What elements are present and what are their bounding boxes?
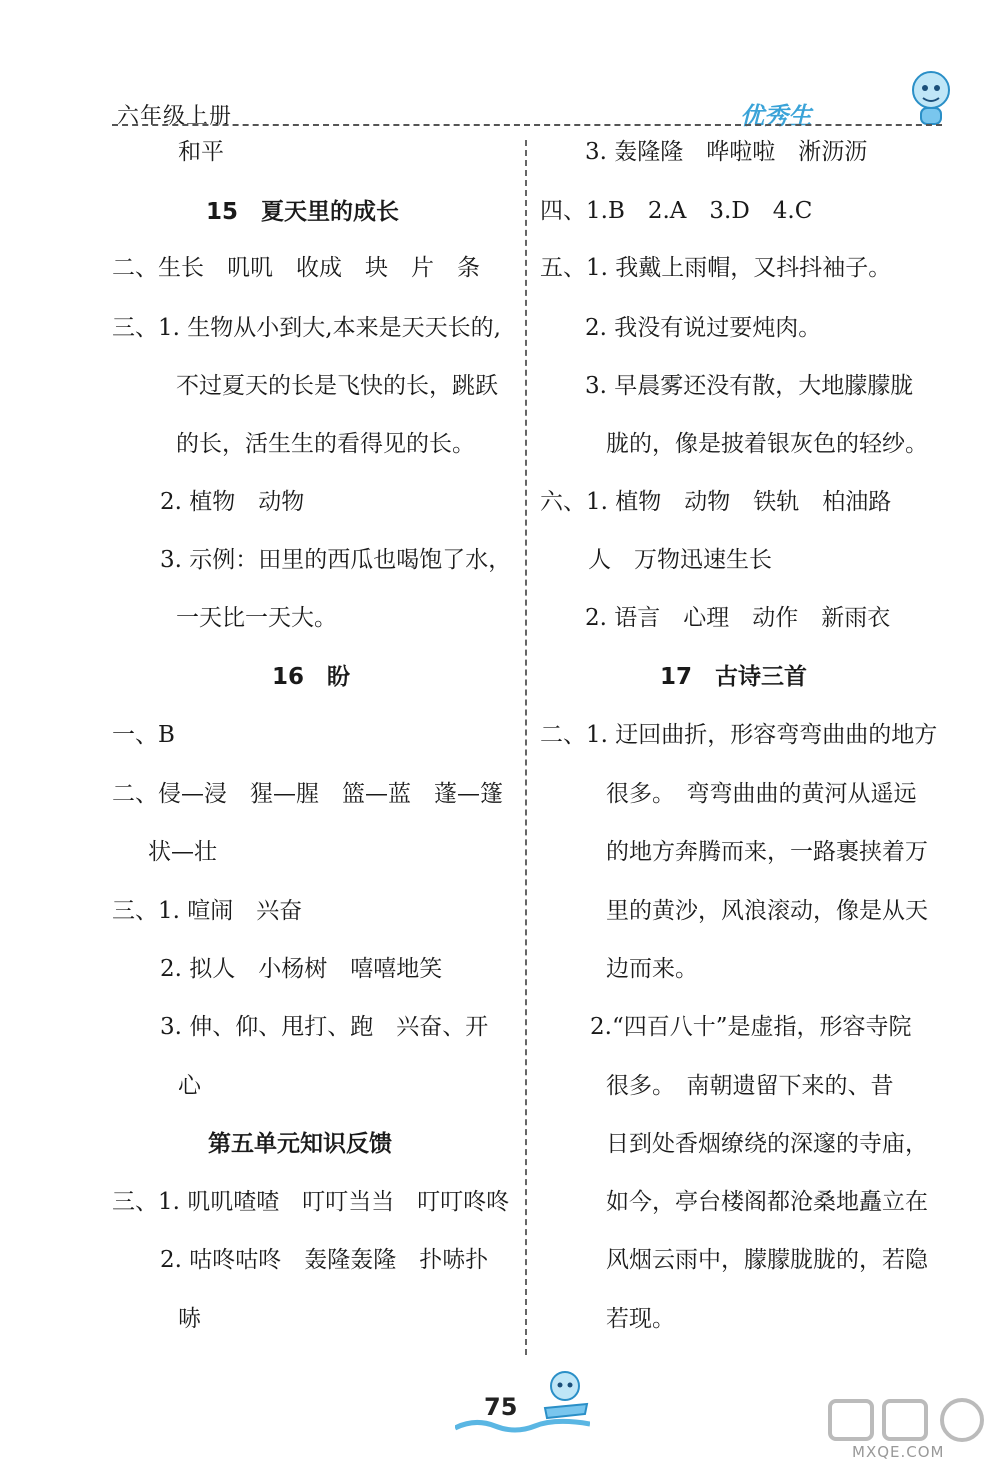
right-text-line: 四、1.B 2.A 3.D 4.C — [540, 198, 813, 224]
mascot-icon — [905, 68, 957, 128]
right-text-line: 边而来。 — [606, 956, 698, 982]
right-text-line: 2. 我没有说过要炖肉。 — [585, 315, 822, 341]
column-divider — [525, 140, 527, 1355]
right-text-line: 胧的，像是披着银灰色的轻纱。 — [606, 431, 928, 457]
left-section-heading: 15 夏天里的成长 — [206, 199, 400, 225]
left-section-heading: 第五单元知识反馈 — [208, 1131, 392, 1157]
left-text-line: 三、1. 喧闹 兴奋 — [112, 898, 303, 924]
right-text-line: 2. 语言 心理 动作 新雨衣 — [585, 605, 891, 631]
left-text-line: 不过夏天的长是飞快的长，跳跃 — [176, 373, 498, 399]
brand-logo: 优秀生 — [740, 102, 812, 130]
left-text-line: 的长，活生生的看得见的长。 — [176, 431, 475, 457]
left-text-line: 3. 示例：田里的西瓜也喝饱了水， — [160, 547, 512, 573]
left-text-line: 三、1. 叽叽喳喳 叮叮当当 叮叮咚咚 — [112, 1189, 510, 1215]
right-text-line: 六、1. 植物 动物 铁轨 柏油路 — [540, 489, 892, 515]
left-text-line: 二、侵—浸 猩—腥 篮—蓝 蓬—篷 — [112, 781, 503, 807]
left-section-heading: 16 盼 — [272, 664, 351, 690]
watermark-text: MXQE.COM — [852, 1443, 945, 1461]
left-text-line: 2. 植物 动物 — [160, 489, 305, 515]
left-text-line: 一、B — [112, 722, 175, 748]
right-text-line: 3. 早晨雾还没有散，大地朦朦胧 — [585, 373, 914, 399]
header-grade: 六年级上册 — [117, 104, 233, 129]
left-text-line: 一天比一天大。 — [176, 605, 337, 631]
left-text-line: 和平 — [178, 139, 224, 165]
left-text-line: 3. 伸、仰、甩打、跑 兴奋、开 — [160, 1014, 489, 1040]
right-text-line: 五、1. 我戴上雨帽，又抖抖袖子。 — [540, 255, 892, 281]
left-text-line: 二、生长 叽叽 收成 块 片 条 — [112, 255, 480, 281]
right-section-heading: 17 古诗三首 — [660, 664, 808, 690]
left-text-line: 哧 — [178, 1306, 201, 1332]
right-text-line: 3. 轰隆隆 哗啦啦 淅沥沥 — [585, 139, 868, 165]
right-text-line: 若现。 — [606, 1306, 675, 1332]
footer-mascot-icon — [535, 1368, 597, 1422]
right-text-line: 的地方奔腾而来，一路裹挟着万 — [606, 839, 928, 865]
right-text-line: 二、1. 迂回曲折，形容弯弯曲曲的地方 — [540, 722, 938, 748]
left-text-line: 状—壮 — [148, 839, 217, 865]
left-text-line: 2. 拟人 小杨树 嘻嘻地笑 — [160, 956, 443, 982]
right-text-line: 人 万物迅速生长 — [588, 547, 772, 573]
left-text-line: 2. 咕咚咕咚 轰隆轰隆 扑哧扑 — [160, 1247, 489, 1273]
page-number: 75 — [484, 1393, 518, 1421]
right-text-line: 风烟云雨中，朦朦胧胧的，若隐 — [606, 1247, 928, 1273]
right-text-line: 2.“四百八十”是虚指，形容寺院 — [590, 1014, 912, 1040]
right-text-line: 里的黄沙，风浪滚动，像是从天 — [606, 898, 928, 924]
right-text-line: 日到处香烟缭绕的深邃的寺庙， — [606, 1131, 928, 1157]
left-text-line: 心 — [178, 1073, 201, 1099]
right-text-line: 很多。 弯弯曲曲的黄河从遥远 — [606, 781, 917, 807]
left-text-line: 三、1. 生物从小到大,本来是天天长的, — [112, 315, 501, 341]
right-text-line: 如今，亭台楼阁都沧桑地矗立在 — [606, 1189, 928, 1215]
header-divider — [112, 124, 942, 126]
right-text-line: 很多。 南朝遗留下来的、昔 — [606, 1073, 894, 1099]
